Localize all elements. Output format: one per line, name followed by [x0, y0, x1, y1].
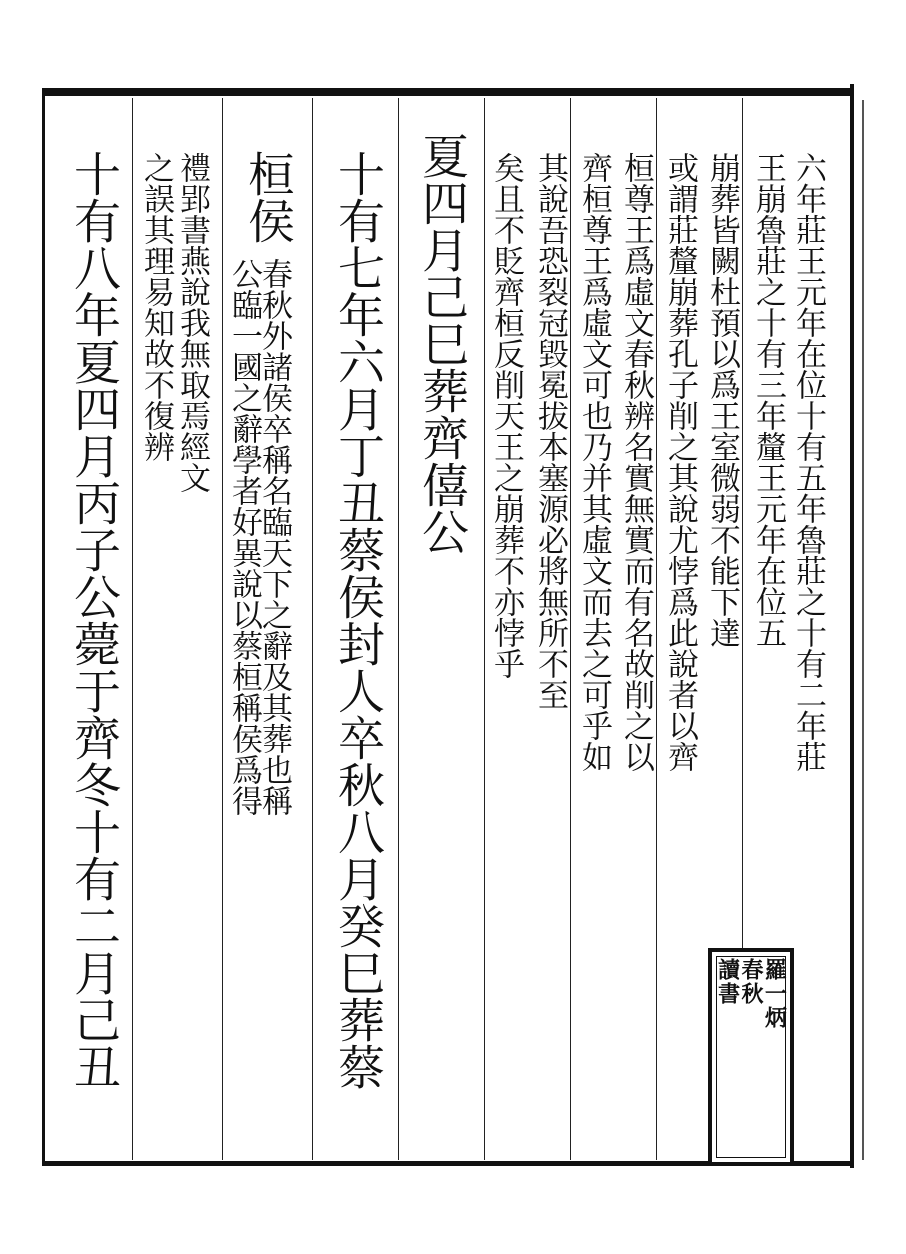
text-column-8: 矣且不貶齊桓反削天王之崩葬不亦悖乎: [488, 152, 524, 679]
right-border-inner-rule: [862, 100, 864, 1160]
text-column-10: 十有七年六月丁丑蔡侯封人卒秋八月癸巳葬蔡: [330, 150, 385, 1090]
text-column-2: 王崩魯莊之十有三年釐王元年在位五: [750, 152, 786, 648]
text-column-14: 之誤其理易知故不復辨: [138, 152, 174, 462]
right-border-rule: [850, 84, 854, 1168]
column-divider: [656, 98, 657, 1160]
seal-text-column: 讀書: [714, 958, 741, 1006]
text-column-5: 桓尊王爲虛文春秋辨名實無實而有名故削之以: [618, 152, 654, 772]
column-divider: [222, 98, 223, 1160]
text-column-6: 齊桓尊王爲虛文可也乃并其虛文而去之可乎如: [576, 152, 612, 772]
seal-text-column: 羅一炳: [761, 958, 788, 1030]
text-column-12: 公臨一國之辭學者好異說以蔡桓稱侯爲得: [226, 258, 262, 816]
collector-seal-stamp: [708, 948, 794, 1166]
text-column-13: 禮郢書燕說我無取焉經文: [174, 152, 210, 493]
text-column-15: 十有八年夏四月丙子公薨于齊冬十有二月己丑: [66, 150, 121, 1090]
text-column-3: 崩葬皆闕杜預以爲王室微弱不能下達: [704, 152, 740, 648]
text-column-11-lead: 桓侯: [240, 150, 295, 244]
column-divider: [570, 98, 571, 1160]
seal-text-column: 春秋: [737, 958, 764, 1006]
text-column-1: 六年莊王元年在位十有五年魯莊之十有二年莊: [790, 152, 826, 772]
text-column-9: 夏四月己巳葬齊僖公: [414, 132, 469, 555]
column-divider: [132, 98, 133, 1160]
text-column-11-rest: 春秋外諸侯卒稱名臨天下之辭及其葬也稱: [256, 258, 292, 816]
text-column-7: 其說吾恐裂冠毀冕拔本塞源必將無所不至: [532, 152, 568, 710]
text-column-4: 或謂莊釐崩葬孔子削之其說尤悖爲此說者以齊: [662, 152, 698, 772]
column-divider: [312, 98, 313, 1160]
column-divider: [484, 98, 485, 1160]
column-divider: [398, 98, 399, 1160]
